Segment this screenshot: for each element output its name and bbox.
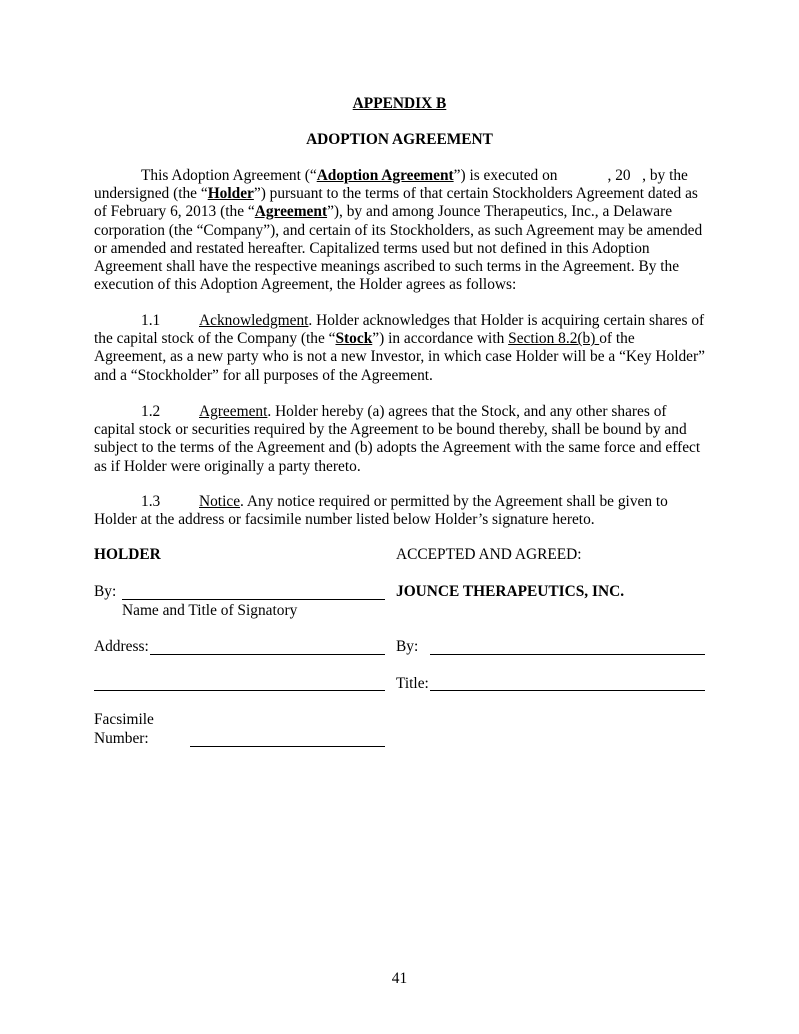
intro-paragraph bbox=[94, 167, 706, 294]
section-text: . Holder hereby (a) agrees that the Stock, and any other shares of capital stock or securities required by the Agreement to be bound thereby, shall be bound by and subject to the terms of the Agreement and (b) adopts the Agreement with the same force and effect as if Holder were originally a party thereto. bbox=[94, 403, 701, 475]
name-title-caption: Name and Title of Signatory bbox=[122, 602, 298, 619]
section-1-2 bbox=[94, 403, 706, 476]
intro-text-1: This Adoption Agreement (“ bbox=[141, 167, 317, 184]
section-text-1: . Holder acknowledges that Holder is acquiring certain shares of the capital stock of the Company (the “ bbox=[94, 312, 705, 348]
section-reference: Section 8.2(b) bbox=[508, 330, 600, 348]
section-heading: Notice bbox=[199, 493, 241, 510]
section-text-3: of the Agreement, as a new party who is not a new Investor, in which case Holder will be a “Key Holder” and a “Stockholder” for all purposes of the Agreement. bbox=[94, 330, 705, 384]
section-1-1 bbox=[94, 312, 706, 385]
section-heading: Agreement bbox=[199, 403, 268, 420]
intro-text-4: ”), by and among Jounce Therapeutics, Inc., a Delaware corporation (the “Company”), and certain of its Stockholders, as such Agreement may be amended or amended and restated hereafter. Capitalized terms used but not defined in this Adoption Agreement shall have the respective meanings ascribed to such terms in the Agreement. By the execution of this Adoption Agreement, the Holder agrees as follows: bbox=[94, 203, 703, 294]
intro-text-2: ”) is executed on , 20 , by the undersigned (the “ bbox=[94, 167, 692, 203]
company-by-label: By: bbox=[396, 638, 419, 655]
address-label: Address: bbox=[94, 638, 149, 655]
title-line[interactable] bbox=[430, 690, 705, 691]
defined-term-stock: Stock bbox=[335, 330, 373, 348]
section-heading: Acknowledgment bbox=[199, 312, 309, 329]
holder-by-label: By: bbox=[94, 583, 117, 600]
intro-text-3: ”) pursuant to the terms of that certain Stockholders Agreement dated as of February 6, 2013 (the “ bbox=[94, 185, 698, 221]
accepted-heading: ACCEPTED AND AGREED: bbox=[396, 546, 582, 563]
defined-term-holder: Holder bbox=[207, 185, 254, 203]
section-text-2: ”) in accordance with bbox=[372, 330, 509, 348]
address-line[interactable] bbox=[150, 654, 385, 655]
facsimile-label-line2: Number: bbox=[94, 730, 149, 747]
appendix-heading: APPENDIX B bbox=[352, 95, 447, 112]
section-number: 1.3 bbox=[141, 493, 161, 510]
defined-term-adoption-agreement: Adoption Agreement bbox=[316, 167, 454, 184]
company-signature-line[interactable] bbox=[430, 654, 705, 655]
facsimile-line[interactable] bbox=[190, 746, 385, 747]
page-number: 41 bbox=[391, 970, 408, 987]
section-number: 1.2 bbox=[141, 403, 161, 420]
facsimile-label-line1: Facsimile bbox=[94, 711, 154, 728]
holder-signature-line[interactable] bbox=[122, 599, 385, 600]
address-line-2[interactable] bbox=[94, 690, 385, 691]
defined-term-agreement: Agreement bbox=[254, 203, 328, 221]
section-1-3 bbox=[94, 493, 706, 529]
holder-heading: HOLDER bbox=[94, 546, 161, 563]
section-text: . Any notice required or permitted by the Agreement shall be given to Holder at the address or facsimile number listed below Holder’s signature hereto. bbox=[94, 493, 668, 529]
company-name: JOUNCE THERAPEUTICS, INC. bbox=[396, 583, 625, 600]
section-number: 1.1 bbox=[141, 312, 161, 329]
title-label: Title: bbox=[396, 675, 429, 692]
document-title: ADOPTION AGREEMENT bbox=[306, 131, 493, 148]
